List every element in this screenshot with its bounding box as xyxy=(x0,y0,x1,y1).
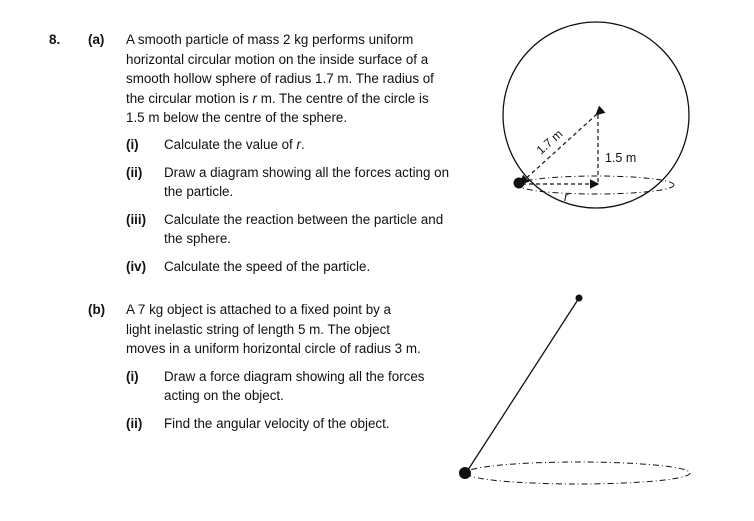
part-a-i-text: Calculate the value of r. xyxy=(164,137,305,152)
object xyxy=(459,467,471,479)
part-a-ii-label: (ii) xyxy=(126,165,143,180)
part-a-iv-text: Calculate the speed of the particle. xyxy=(164,259,371,274)
part-b-label: (b) xyxy=(88,302,106,317)
part-b-line-3: moves in a uniform horizontal circle of radius 3 m. xyxy=(126,341,421,356)
part-a-iii-line-2: the sphere. xyxy=(164,231,231,246)
part-a-ii-line-2: the particle. xyxy=(164,184,234,199)
part-b-i-label: (i) xyxy=(126,369,139,384)
part-a-ii-line-1: Draw a diagram showing all the forces acting on xyxy=(164,165,450,180)
pendulum-circle xyxy=(466,462,690,484)
part-a-line-2: horizontal circular motion on the inside surface of a xyxy=(126,51,429,67)
part-a-i-label: (i) xyxy=(126,137,139,152)
part-b-i-line-2: acting on the object. xyxy=(164,388,284,403)
part-a-iii-line-1: Calculate the reaction between the particle and xyxy=(164,212,444,227)
part-a-line-4: the circular motion is r m. The centre of the circle is xyxy=(126,90,429,106)
part-a-iv-label: (iv) xyxy=(126,259,147,274)
string-line xyxy=(466,298,579,473)
part-b-ii-text: Find the angular velocity of the object. xyxy=(164,416,390,431)
part-a-label: (a) xyxy=(88,32,105,47)
radius-label: r xyxy=(564,190,569,204)
part-a-iii-label: (iii) xyxy=(126,212,147,227)
slant-label: 1.7 m xyxy=(533,126,566,158)
part-b-line-1: A 7 kg object is attached to a fixed point by a xyxy=(126,302,392,317)
question-number: 8. xyxy=(49,32,61,47)
part-a-line-1: A smooth particle of mass 2 kg performs uniform xyxy=(126,32,414,47)
part-b-line-2: light inelastic string of length 5 m. The object xyxy=(126,321,390,337)
vertical-label: 1.5 m xyxy=(605,151,637,165)
part-a-line-5: 1.5 m below the centre of the sphere. xyxy=(126,110,348,125)
part-a-line-3: smooth hollow sphere of radius 1.7 m. The radius of xyxy=(126,71,434,86)
part-b-i-line-1: Draw a force diagram showing all the forces xyxy=(164,369,425,384)
part-b-ii-label: (ii) xyxy=(126,416,143,431)
